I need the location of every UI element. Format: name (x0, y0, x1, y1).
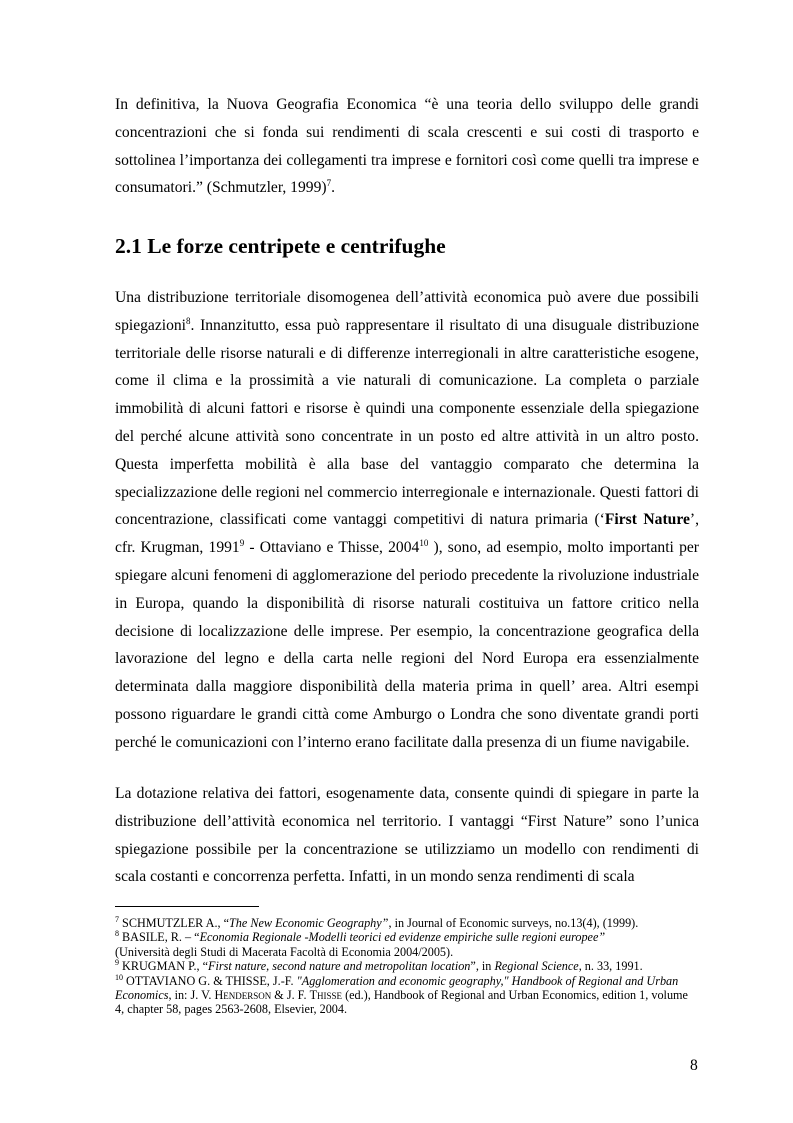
paragraph-intro-text: In definitiva, la Nuova Geografia Economica “è una teoria dello sviluppo delle grandi concentrazioni che si fonda sui rendimenti di scala crescenti e sui costi di trasporto e sottolinea l’importanza dei collegamenti tra imprese e fornitori così come quelli tra imprese e consumatori.” (Schmutzler, 1999) (115, 96, 699, 197)
footnote-ref-8[interactable]: 8 (186, 315, 191, 326)
footnote-text: ”, in (470, 959, 495, 974)
footnote-10 (115, 974, 699, 1017)
footnote-text: , in Journal of Economic surveys, no.13(4), (1999). (388, 916, 639, 930)
footnote-title: The New Economic Geography” (229, 916, 389, 930)
footnote-ref-10[interactable]: 10 (419, 537, 429, 548)
footnote-text: (ed.), Handbook of Regional and Urban Economics, edition 1, volume 4, chapter 58, pages 2563-2608, Elsevier, 2004. (115, 988, 688, 1017)
paragraph-intro (115, 91, 699, 202)
paragraph-main (115, 284, 699, 757)
footnote-text: KRUGMAN P., “ (119, 959, 209, 974)
footnote-text: , in: J. V. (168, 988, 215, 1003)
paragraph-main-part-4: - Ottaviano e Thisse, 2004 (244, 539, 420, 557)
footnote-title: "Agglomeration and economic geography," Handbook of Regional and Urban Economics (115, 973, 679, 1003)
footnote-text: BASILE, R. – “ (119, 930, 200, 945)
paragraph-factors: La dotazione relativa dei fattori, esogenamente data, consente quindi di spiegare in parte la distribuzione dell’attività economica nel territorio. I vantaggi “First Nature” sono l’unica spiegazione possibile per la concentrazione se utilizziamo un modello con rendimenti di scala costanti e concorrenza perfetta. Infatti, in un mondo senza rendimenti di scala (115, 785, 699, 886)
footnote-text: SCHMUTZLER A., “ (119, 916, 230, 930)
footnote-journal: Regional Science (494, 959, 579, 974)
section-heading: 2.1 Le forze centripete e centrifughe (115, 234, 446, 258)
footnote-number: 7 (115, 914, 119, 924)
footnote-text: , n. 33, 1991. (578, 959, 643, 974)
footnote-title: First nature, second nature and metropolitan location (208, 959, 471, 974)
paragraph-main-part-2: . Innanzitutto, essa può rappresentare il risultato di una disuguale distribuzione territoriale delle risorse naturali e di differenze interregionali in altre caratteristiche esogene, come il clima e la prossimità a vie naturali di comunicazione. La completa o parziale immobilità di alcuni fattori e risorse è quindi una componente essenziale della spiegazione del perché alcune attività sono concentrate in un posto ed altre attività in un altro posto. Questa imperfetta mobilità è alla base del vantaggio comparato che determina la specializzazione delle regioni nel commercio interregionale e internazionale. Questi fattori di concentrazione, classificati come vantaggi competitivi di natura primaria (‘ (115, 316, 699, 529)
page-number: 8 (690, 1057, 698, 1074)
footnote-number: 10 (115, 972, 123, 982)
footnotes (115, 916, 699, 1017)
footnote-number: 9 (115, 958, 119, 968)
footnote-editor: Thisse (309, 988, 343, 1003)
footnote-ref-7[interactable]: 7 (326, 178, 332, 189)
footnote-text: & J. F. (271, 988, 310, 1003)
footnote-text: OTTAVIANO G. & THISSE, J.-F. (123, 973, 297, 988)
footnote-text: (Università degli Studi di Macerata Facoltà di Economia 2004/2005). (115, 944, 454, 959)
footnote-8 (115, 930, 699, 959)
footnote-7 (115, 916, 699, 930)
footnote-ref-9[interactable]: 9 (239, 537, 245, 548)
paragraph-intro-end: . (331, 179, 335, 197)
footnote-number: 8 (115, 929, 119, 939)
first-nature-term: First Nature (604, 511, 690, 529)
paragraph-main-part-1: Una distribuzione territoriale disomogenea dell’attività economica può avere due possibili spiegazioni (115, 289, 699, 334)
footnote-separator (115, 906, 259, 907)
footnote-9 (115, 959, 699, 973)
footnote-editor: Henderson (214, 988, 272, 1003)
paragraph-main-part-5: ), sono, ad esempio, molto importanti per spiegare alcuni fenomeni di agglomerazione del periodo precedente la rivoluzione industriale in Europa, quando la disponibilità di risorse naturali costituiva un fattore critico nella decisione di localizzazione delle imprese. Per esempio, la concentrazione geografica della lavorazione del legno e della carta nelle regioni del Nord Europa era essenzialmente determinata dalla maggiore disponibilità della materia prima in quell’ area. Altri esempi possono riguardare le grandi città come Amburgo o Londra che sono diventate grandi porti perché le comunicazioni con l’interno erano facilitate dalla presenza di un fiume navigabile. (115, 539, 699, 751)
footnote-title: Economia Regionale -Modelli teorici ed evidenze empiriche sulle regioni europee” (199, 930, 606, 945)
paragraph-main-part-3: ’, cfr. Krugman, 1991 (115, 511, 699, 557)
